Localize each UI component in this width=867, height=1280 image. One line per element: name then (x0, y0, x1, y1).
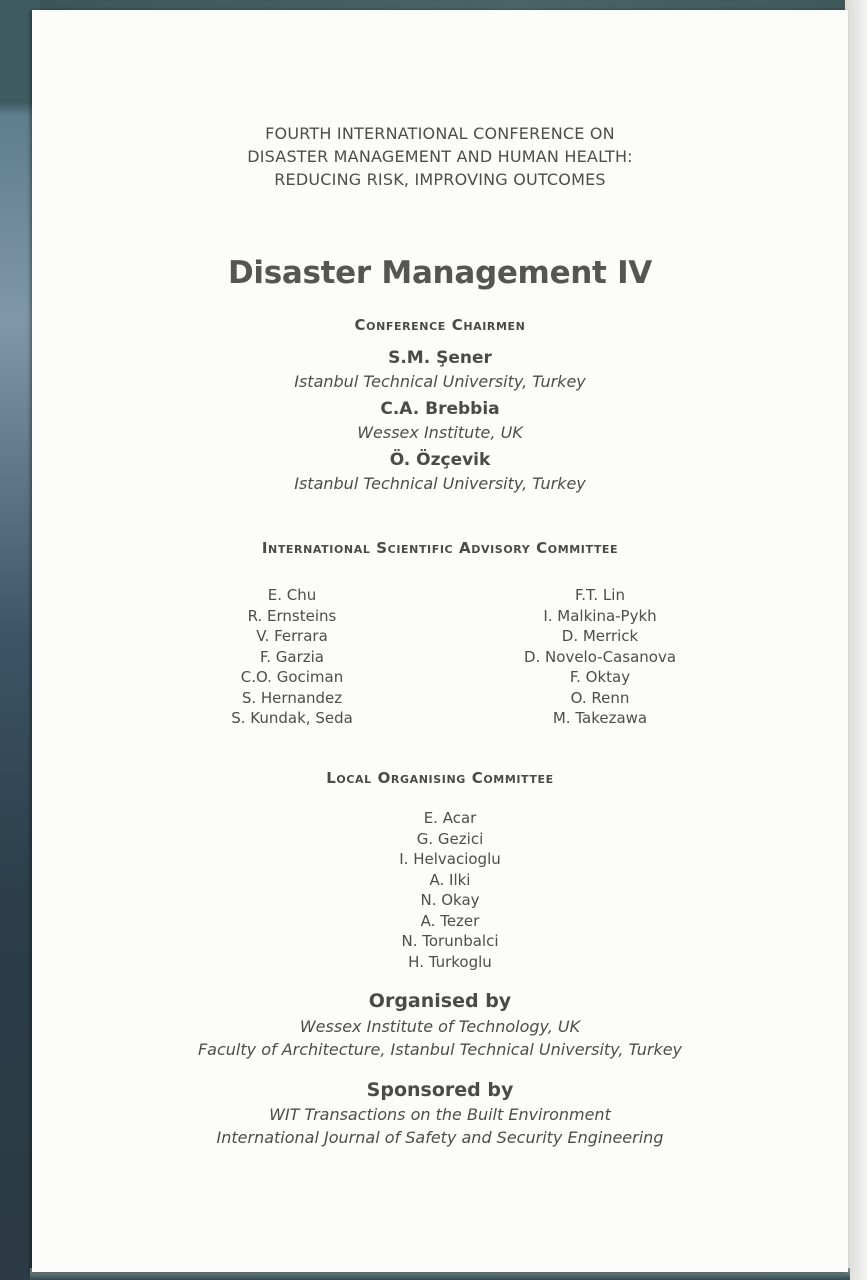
header-line-1: FOURTH INTERNATIONAL CONFERENCE ON (265, 124, 615, 143)
local-committee-heading: Local Organising Committee (326, 769, 554, 787)
conference-header (32, 122, 848, 191)
list-item: H. Turkoglu (408, 952, 492, 971)
chairman-name: S.M. Şener (388, 348, 492, 368)
advisory-committee-heading: International Scientific Advisory Committee (261, 539, 619, 557)
chairman-name: C.A. Brebbia (380, 399, 500, 419)
chairmen-heading: Conference Chairmen (354, 316, 526, 334)
list-item: D. Merrick (561, 627, 639, 645)
list-item: D. Novelo-Casanova (523, 647, 677, 666)
document-page (32, 10, 848, 1272)
chairman-affiliation: Istanbul Technical University, Turkey (294, 372, 586, 391)
list-item: C.O. Gociman (240, 668, 344, 686)
list-item: G. Gezici (416, 829, 484, 848)
list-item: I. Malkina-Pykh (543, 606, 657, 625)
list-item: M. Takezawa (552, 709, 648, 727)
list-item: N. Okay (420, 891, 480, 909)
chairman-name: Ö. Özçevik (389, 450, 491, 470)
sponsored-by-heading: Sponsored by (366, 1079, 514, 1101)
list-item: R. Ernsteins (247, 606, 337, 625)
list-item: E. Acar (423, 809, 477, 827)
list-item: O. Renn (570, 688, 630, 707)
sponsor-line: WIT Transactions on the Built Environment (269, 1105, 611, 1124)
advisory-left-column (192, 585, 392, 729)
sponsor-line: International Journal of Safety and Security Engineering (216, 1128, 664, 1147)
list-item: E. Chu (267, 586, 317, 604)
header-line-2: DISASTER MANAGEMENT AND HUMAN HEALTH: (247, 147, 633, 166)
chairman-affiliation: Wessex Institute, UK (357, 423, 523, 442)
chairman-affiliation: Istanbul Technical University, Turkey (294, 474, 586, 493)
list-item: A. Ilki (429, 870, 471, 889)
list-item: S. Hernandez (241, 688, 343, 707)
list-item: A. Tezer (420, 911, 480, 930)
organiser-line: Faculty of Architecture, Istanbul Technical University, Turkey (197, 1040, 683, 1059)
list-item: F. Garzia (260, 647, 324, 666)
list-item: V. Ferrara (256, 627, 328, 645)
advisory-right-column (490, 585, 710, 729)
list-item: F.T. Lin (575, 586, 625, 604)
list-item: N. Torunbalci (401, 932, 499, 950)
organiser-line: Wessex Institute of Technology, UK (299, 1017, 581, 1036)
organised-by-heading: Organised by (368, 990, 512, 1012)
book-page-right-edge (845, 0, 867, 1280)
local-committee-list (340, 808, 560, 972)
book-title: Disaster Management IV (227, 255, 652, 291)
list-item: I. Helvacioglu (399, 850, 501, 868)
list-item: F. Oktay (569, 668, 631, 686)
header-line-3: REDUCING RISK, IMPROVING OUTCOMES (274, 170, 606, 189)
list-item: S. Kundak, Seda (231, 709, 353, 727)
